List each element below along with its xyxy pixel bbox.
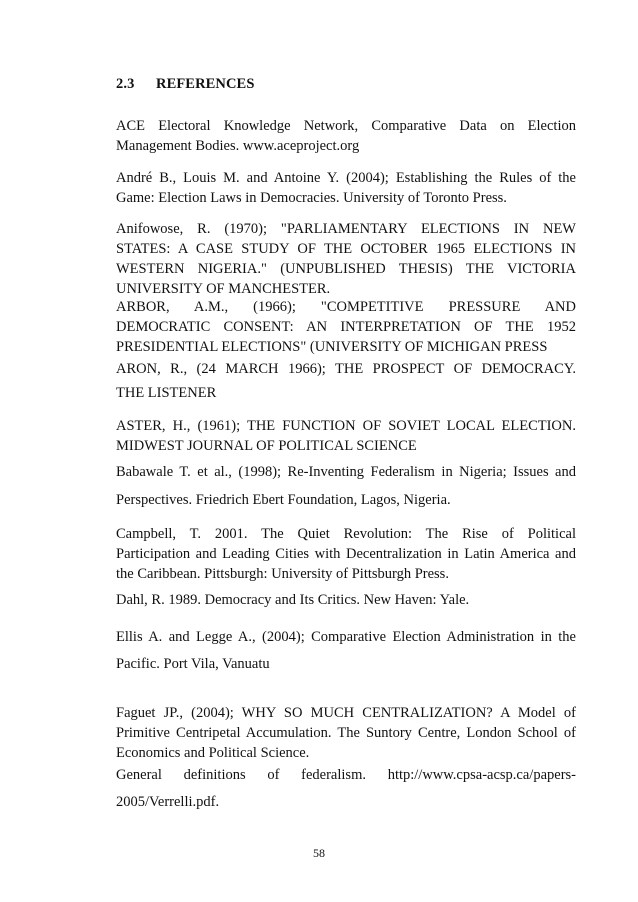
reference-line: Faguet JP., (2004); WHY SO MUCH CENTRALIZATION? A Model of (116, 705, 576, 721)
reference-line: THE LISTENER (116, 385, 217, 401)
reference-line: PRESIDENTIAL ELECTIONS" (UNIVERSITY OF MICHIGAN PRESS (116, 339, 548, 355)
reference-line: UNIVERSITY OF MANCHESTER. (116, 281, 331, 297)
reference-line: ACE Electoral Knowledge Network, Comparative Data on Election (116, 118, 576, 134)
reference-entry (116, 524, 576, 584)
reference-line: Primitive Centripetal Accumulation. The Suntory Centre, London School of (116, 725, 576, 741)
reference-line: Anifowose, R. (1970); "PARLIAMENTARY ELECTIONS IN NEW (116, 221, 576, 237)
reference-entry (116, 624, 576, 678)
reference-entry (116, 416, 576, 456)
reference-line: Economics and Political Science. (116, 745, 310, 761)
section-heading (116, 76, 255, 93)
reference-line: Campbell, T. 2001. The Quiet Revolution: The Rise of Political (116, 526, 576, 542)
reference-line: 2005/Verrelli.pdf. (116, 794, 220, 810)
reference-entry (116, 590, 576, 610)
reference-entry (116, 762, 576, 816)
reference-entry (116, 458, 576, 514)
reference-line: General definitions of federalism. http://www.cpsa-acsp.ca/papers- (116, 767, 576, 783)
reference-line: ARON, R., (24 MARCH 1966); THE PROSPECT OF DEMOCRACY. (116, 361, 576, 377)
reference-line: Perspectives. Friedrich Ebert Foundation, Lagos, Nigeria. (116, 492, 451, 508)
reference-line: MIDWEST JOURNAL OF POLITICAL SCIENCE (116, 438, 417, 454)
reference-line: the Caribbean. Pittsburgh: University of Pittsburgh Press. (116, 566, 449, 582)
reference-line: Pacific. Port Vila, Vanuatu (116, 656, 270, 672)
reference-line: André B., Louis M. and Antoine Y. (2004); Establishing the Rules of the (116, 170, 576, 186)
reference-line: Ellis A. and Legge A., (2004); Comparative Election Administration in the (116, 629, 576, 645)
reference-entry (116, 703, 576, 763)
reference-line: DEMOCRATIC CONSENT: AN INTERPRETATION OF THE 1952 (116, 319, 576, 335)
reference-line: Dahl, R. 1989. Democracy and Its Critics. New Haven: Yale. (116, 592, 470, 608)
section-number: 2.3 (116, 76, 135, 92)
reference-line: Management Bodies. www.aceproject.org (116, 138, 360, 154)
section-title: REFERENCES (156, 76, 255, 92)
reference-entry (116, 219, 576, 299)
reference-line: ASTER, H., (1961); THE FUNCTION OF SOVIET LOCAL ELECTION. (116, 418, 576, 434)
reference-entry (116, 357, 576, 405)
reference-entry (116, 297, 576, 357)
reference-line: STATES: A CASE STUDY OF THE OCTOBER 1965 ELECTIONS IN (116, 241, 576, 257)
page-number: 58 (313, 846, 325, 860)
reference-line: ARBOR, A.M., (1966); "COMPETITIVE PRESSURE AND (116, 299, 576, 315)
reference-entry (116, 116, 576, 156)
reference-line: Participation and Leading Cities with Decentralization in Latin America and (116, 546, 576, 562)
reference-line: Game: Election Laws in Democracies. University of Toronto Press. (116, 190, 507, 206)
reference-line: WESTERN NIGERIA." (UNPUBLISHED THESIS) THE VICTORIA (116, 261, 576, 277)
reference-entry (116, 168, 576, 208)
reference-line: Babawale T. et al., (1998); Re-Inventing Federalism in Nigeria; Issues and (116, 464, 576, 480)
